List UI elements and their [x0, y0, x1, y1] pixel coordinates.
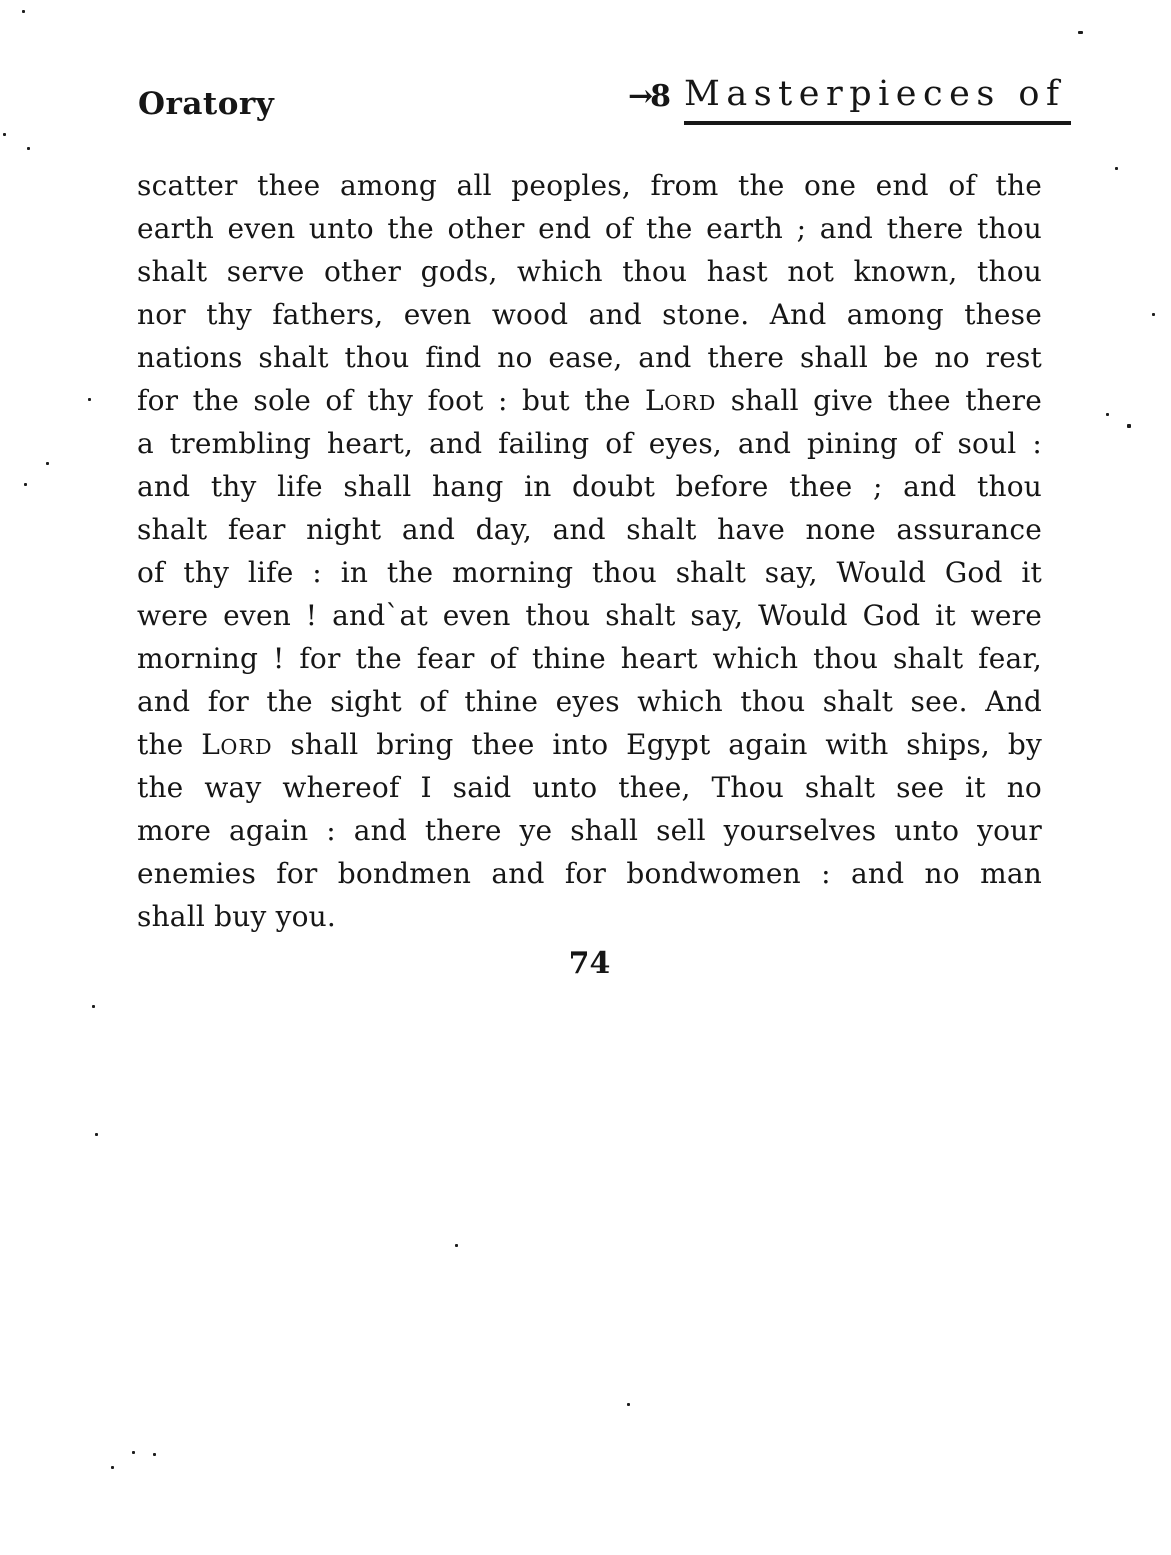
scan-speck: [1115, 167, 1118, 170]
scan-speck: [1078, 31, 1083, 34]
header-book-title: Masterpieces of: [684, 74, 1071, 125]
text-line: enemies for bondmen and for bondwomen : and no man: [137, 857, 1042, 890]
text-line: nor thy fathers, even wood and stone. And among these: [137, 298, 1042, 331]
scan-speck: [455, 1244, 458, 1247]
text-line: of thy life : in the morning thou shalt say, Would God it: [137, 556, 1042, 589]
text-line: earth even unto the other end of the earth ; and there thou: [137, 212, 1042, 245]
scan-speck: [1106, 413, 1109, 416]
text-line: morning ! for the fear of thine heart which thou shalt fear,: [137, 642, 1042, 675]
scan-speck: [88, 398, 91, 401]
text-line: more again : and there ye shall sell yourselves unto your: [137, 814, 1042, 847]
text-line: were even ! and`at even thou shalt say, Would God it were: [137, 599, 1042, 632]
scan-speck: [111, 1466, 114, 1469]
scan-speck: [92, 1005, 95, 1008]
scan-speck: [1127, 424, 1131, 428]
text-line: and thy life shall hang in doubt before thee ; and thou: [137, 470, 1042, 503]
text-line: the LORD shall bring thee into Egypt again with ships, by: [137, 728, 1042, 761]
text-line: shalt serve other gods, which thou hast not known, thou: [137, 255, 1042, 288]
page-number: 74: [568, 946, 611, 981]
text-line: a trembling heart, and failing of eyes, and pining of soul :: [137, 427, 1042, 460]
scan-speck: [46, 462, 49, 465]
scan-speck: [132, 1451, 135, 1454]
text-line: nations shalt thou find no ease, and there shall be no rest: [137, 341, 1042, 374]
scan-speck: [153, 1453, 156, 1456]
scan-speck: [95, 1133, 98, 1136]
running-header: [628, 74, 1071, 125]
scan-speck: [27, 147, 30, 150]
scan-speck: [1152, 313, 1155, 316]
scan-speck: [3, 133, 6, 136]
scan-speck: [24, 483, 27, 486]
body-text-block: [137, 164, 1042, 938]
text-line: and for the sight of thine eyes which thou shalt see. And: [137, 685, 1042, 718]
scan-speck: [22, 10, 25, 13]
header-section-label: Oratory: [138, 86, 275, 122]
text-line: shalt fear night and day, and shalt have none assurance: [137, 513, 1042, 546]
scan-speck: [627, 1403, 630, 1406]
text-line: for the sole of thy foot : but the LORD shall give thee there: [137, 384, 1042, 417]
fleuron-ornament-icon: →8: [628, 79, 669, 114]
text-line: the way whereof I said unto thee, Thou shalt see it no: [137, 771, 1042, 804]
text-line: shall buy you.: [137, 900, 336, 933]
text-line: scatter thee among all peoples, from the one end of the: [137, 169, 1042, 202]
